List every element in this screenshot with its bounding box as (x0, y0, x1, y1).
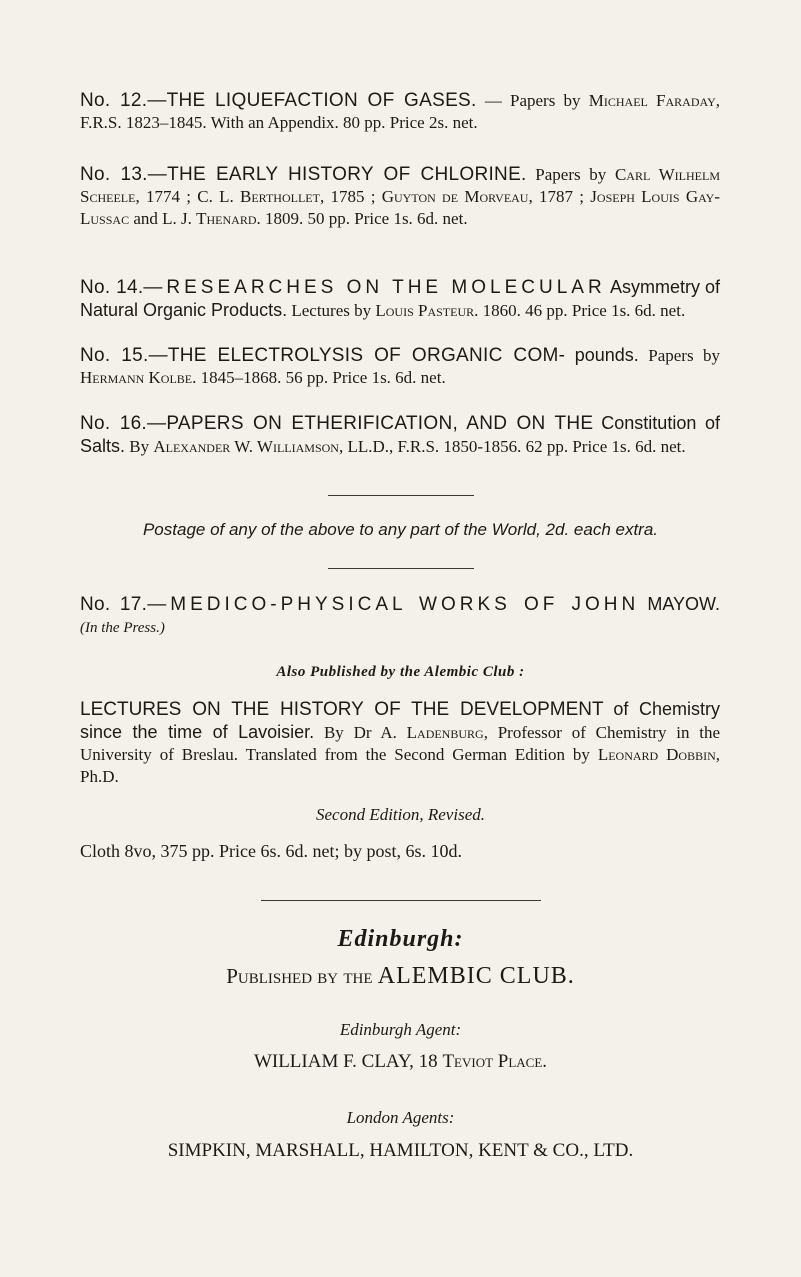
entry-title: —MEDICO-PHYSICAL WORKS OF JOHN (147, 594, 640, 615)
entry-14 (80, 276, 720, 322)
entry-number: No. 15. (80, 345, 149, 366)
entry-17 (80, 593, 720, 639)
entry-text: Lectures by (287, 301, 376, 320)
imprint-publisher (0, 963, 801, 990)
entry-text: , 1774 ; C. L. (135, 187, 240, 206)
entry-number: No. 12. (80, 90, 148, 111)
entry-text: , 1787 ; (528, 187, 591, 206)
entry-number: No. 14. (80, 277, 144, 298)
entry-16 (80, 412, 720, 458)
entry-text: Papers by (638, 346, 721, 365)
entry-text: By Dr A. (314, 723, 407, 742)
agent-name: WILLIAM F. CLAY, 18 (253, 1051, 443, 1072)
entry-title: —THE EARLY HISTORY OF CHLORINE. (147, 164, 527, 185)
author-name: Carl Wilhelm Scheele (80, 165, 720, 206)
entry-subtitle: Constitution of Salts. (80, 413, 720, 456)
divider (328, 568, 474, 569)
divider (261, 900, 541, 901)
entry-text: Papers by (526, 165, 615, 184)
author-name: Louis Pasteur (375, 301, 475, 320)
entry-title: —RESEARCHES ON THE MOLECULAR (143, 277, 606, 298)
entry-number: No. 17. (80, 594, 148, 615)
separator: — (476, 91, 511, 110)
published-by-text: Published by the (226, 964, 373, 988)
author-name: Guyton de Morveau (381, 187, 529, 206)
entry-number: No. 13. (80, 164, 148, 185)
imprint-city: Edinburgh: (337, 926, 464, 952)
entry-12 (80, 90, 720, 134)
press-note: (In the Press.) (80, 620, 165, 636)
london-agents: SIMPKIN, MARSHALL, HAMILTON, KENT & CO., LTD. (167, 1140, 634, 1161)
entry-text: and L. J. (129, 209, 197, 228)
edition-note: Second Edition, Revised. (315, 805, 485, 824)
entry-subtitle: pounds. (574, 345, 639, 365)
translator-name: Leonard Dobbin (597, 745, 716, 764)
edinburgh-agent (0, 1051, 801, 1073)
author-name: Berthollet (240, 187, 320, 206)
lectures-subtitle: of Chemistry since the time of Lavoisier. (80, 699, 721, 742)
entry-text: , Professor of Chemistry in the University of Breslau. Translated from the Second German Edition by (80, 723, 720, 764)
entry-13 (80, 164, 720, 230)
entry-text: By (125, 437, 154, 456)
lectures-entry (80, 698, 720, 788)
entry-title: —THE ELECTROLYSIS OF ORGANIC COM- (148, 345, 566, 366)
author-name: Michael Faraday (588, 91, 716, 110)
entry-subtitle: Asymmetry of Natural Organic Products. (80, 277, 721, 320)
author-name: Joseph Louis Gay-Lussac (80, 187, 721, 228)
entry-text: . 1809. 50 pp. Price 1s. 6d. net. (256, 209, 468, 228)
edinburgh-agent-label: Edinburgh Agent: (339, 1020, 462, 1039)
author-name: Alexander W. Williamson (153, 437, 339, 456)
entry-text: Papers by (510, 91, 589, 110)
club-name: ALEMBIC CLUB. (377, 963, 575, 989)
entry-text: , 1785 ; (319, 187, 382, 206)
entry-text: , F.R.S. 1823–1845. With an Appendix. 80 pp. Price 2s. net. (80, 91, 720, 132)
price-line: Cloth 8vo, 375 pp. Price 6s. 6d. net; by post, 6s. 10d. (80, 841, 462, 861)
entry-subtitle: MAYOW. (647, 594, 721, 614)
entry-title: —THE LIQUEFACTION OF GASES. (147, 90, 477, 111)
postage-note: Postage of any of the above to any part of the World, 2d. each extra. (142, 520, 659, 539)
entry-text: , Ph.D. (80, 745, 720, 786)
lectures-title: LECTURES ON THE HISTORY OF THE DEVELOPMENT (80, 699, 604, 720)
london-agents-label: London Agents: (346, 1108, 455, 1127)
entry-text: . 1845–1868. 56 pp. Price 1s. 6d. net. (192, 368, 446, 387)
entry-text: . 1860. 46 pp. Price 1s. 6d. net. (474, 301, 686, 320)
also-published-heading: Also Published by the Alembic Club : (276, 664, 525, 680)
author-name: Thenard (196, 209, 257, 228)
author-name: Ladenburg (406, 723, 484, 742)
entry-text: , LL.D., F.R.S. 1850-1856. 62 pp. Price 1s. 6d. net. (338, 437, 686, 456)
entry-title: —PAPERS ON ETHERIFICATION, AND ON THE (147, 413, 594, 434)
entry-15 (80, 344, 720, 389)
entry-number: No. 16. (80, 413, 148, 434)
author-name: Hermann Kolbe (80, 368, 193, 387)
divider (328, 495, 474, 496)
agent-address: Teviot Place. (442, 1051, 548, 1072)
